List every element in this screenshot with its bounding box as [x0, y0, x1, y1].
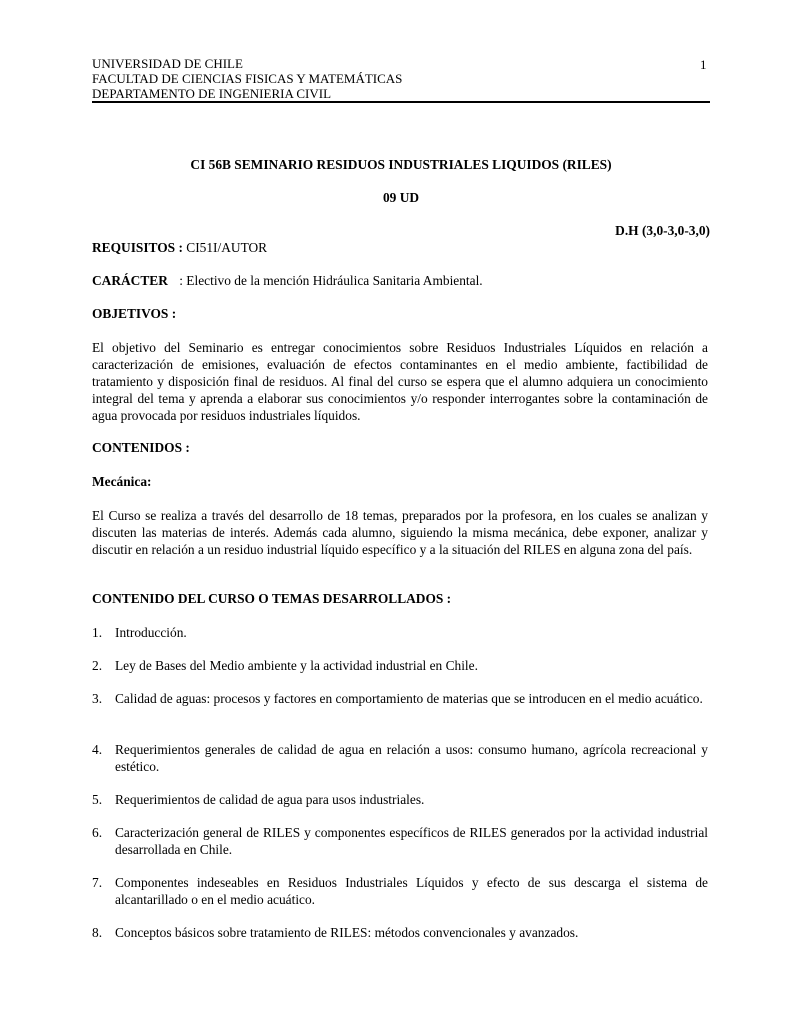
- department-name: DEPARTAMENTO DE INGENIERIA CIVIL: [92, 86, 332, 101]
- list-item-number: 1.: [92, 625, 103, 640]
- page-number: 1: [700, 57, 707, 72]
- caracter-label: CARÁCTER: [92, 273, 168, 288]
- list-item: [92, 874, 708, 908]
- mecanica-heading: Mecánica:: [92, 474, 152, 489]
- list-item-text: Calidad de aguas: procesos y factores en comportamiento de materias que se introducen en el medio acuático.: [115, 691, 703, 706]
- list-item: [92, 741, 708, 775]
- temas-heading: CONTENIDO DEL CURSO O TEMAS DESARROLLADOS :: [92, 591, 452, 606]
- list-item-text: Requerimientos de calidad de agua para usos industriales.: [115, 792, 425, 807]
- list-item-text: Requerimientos generales de calidad de agua en relación a usos: consumo humano, agrícola recreacional y estético.: [115, 742, 708, 774]
- faculty-name: FACULTAD DE CIENCIAS FISICAS Y MATEMÁTICAS: [92, 71, 403, 86]
- requisitos-field: [92, 240, 267, 256]
- course-credits: 09 UD: [382, 190, 420, 205]
- document-header: [92, 56, 710, 101]
- list-item: [92, 690, 708, 707]
- list-item-number: 7.: [92, 875, 103, 890]
- requisitos-label: REQUISITOS :: [92, 240, 183, 255]
- list-item-number: 8.: [92, 925, 103, 940]
- list-item: [92, 624, 708, 641]
- list-item: [92, 791, 708, 808]
- list-item: [92, 657, 708, 674]
- list-item-text: Conceptos básicos sobre tratamiento de RILES: métodos convencionales y avanzados.: [115, 925, 579, 940]
- list-item-text: Caracterización general de RILES y componentes específicos de RILES generados por la actividad industrial desarrollada en Chile.: [115, 825, 708, 857]
- list-item-number: 4.: [92, 742, 103, 757]
- caracter-value: : Electivo de la mención Hidráulica Sanitaria Ambiental.: [175, 273, 483, 288]
- objetivos-heading: OBJETIVOS :: [92, 306, 177, 321]
- course-dh: D.H (3,0-3,0-3,0): [615, 223, 710, 238]
- university-name: UNIVERSIDAD DE CHILE: [92, 56, 243, 71]
- list-item-number: 3.: [92, 691, 103, 706]
- list-item-text: Ley de Bases del Medio ambiente y la actividad industrial en Chile.: [115, 658, 478, 673]
- list-item: [92, 924, 708, 941]
- caracter-field: [92, 273, 483, 289]
- contenidos-heading: CONTENIDOS :: [92, 440, 190, 455]
- list-item-text: Introducción.: [115, 625, 187, 640]
- list-item-number: 6.: [92, 825, 103, 840]
- objetivos-paragraph: El objetivo del Seminario es entregar conocimientos sobre Residuos Industriales Líquidos en relación a caracterización de emisiones, evaluación de efectos contaminantes en el medio ambiente, factibilidad de tratamiento y disposición final de residuos. Al final del curso se espera que el alumno adquiera un conocimiento integral del tema y aprenda a elaborar sus conocimientos y/o responder interrogantes sobre la contaminación de agua provocada por residuos industriales líquidos.: [92, 340, 708, 423]
- list-item-number: 2.: [92, 658, 103, 673]
- list-item-number: 5.: [92, 792, 103, 807]
- mecanica-paragraph: El Curso se realiza a través del desarrollo de 18 temas, preparados por la profesora, en los cuales se analizan y discuten las materias de interés. Además cada alumno, siguiendo la misma mecánica, debe exponer, analizar y discutir en relación a un residuo industrial líquido específico y a la situación del RILES en alguna zona del país.: [92, 508, 708, 557]
- requisitos-value: CI51I/AUTOR: [182, 240, 268, 255]
- list-item-text: Componentes indeseables en Residuos Industriales Líquidos y efecto de sus descarga el sistema de alcantarillado o en el medio acuático.: [115, 875, 708, 907]
- list-item: [92, 824, 708, 858]
- header-divider: [92, 101, 710, 103]
- course-title: CI 56B SEMINARIO RESIDUOS INDUSTRIALES LIQUIDOS (RILES): [190, 157, 612, 172]
